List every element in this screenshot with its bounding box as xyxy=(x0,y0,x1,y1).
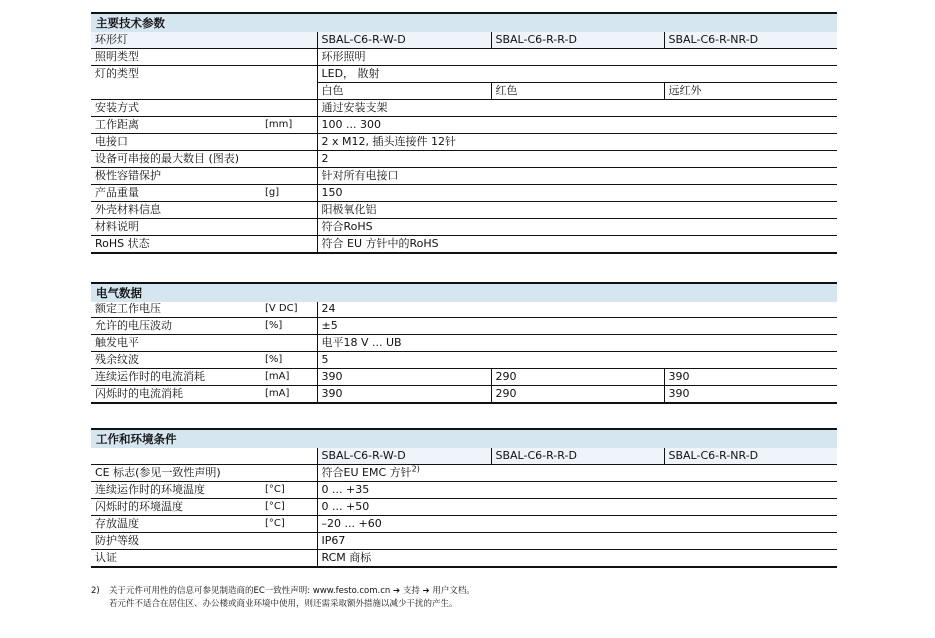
conditions-table xyxy=(91,448,837,568)
row-unit: [°C] xyxy=(265,482,317,499)
row-value: –20 ... +60 xyxy=(317,516,837,533)
section-title: 主要技术参数 xyxy=(91,12,837,32)
row-value: LED， 散射 xyxy=(317,66,837,83)
footnote xyxy=(91,585,475,611)
section-title-text: 电气数据 xyxy=(96,286,142,300)
row-label: 材料说明 xyxy=(91,219,317,236)
cell-model-1: 390 xyxy=(317,369,491,386)
row-label: 安装方式 xyxy=(91,100,317,117)
row-label: 照明类型 xyxy=(91,49,317,66)
cell-model-2: 红色 xyxy=(491,83,664,100)
row-label: 额定工作电压 xyxy=(91,301,265,318)
section-main-specs xyxy=(91,12,837,254)
table-row xyxy=(91,482,837,499)
row-unit: [mA] xyxy=(265,369,317,386)
table-row xyxy=(91,151,837,168)
cell-model-1: 白色 xyxy=(317,83,491,100)
row-unit: [°C] xyxy=(265,516,317,533)
row-unit: [mA] xyxy=(265,386,317,404)
row-value: 环形照明 xyxy=(317,49,837,66)
row-value: 0 ... +50 xyxy=(317,499,837,516)
cell-model-2: 290 xyxy=(491,386,664,404)
footnote-ref: 2) xyxy=(411,464,420,474)
row-value: 符合 EU 方针中的RoHS xyxy=(317,236,837,254)
table-row xyxy=(91,533,837,550)
cell-model-3: 390 xyxy=(664,369,837,386)
row-value: RCM 商标 xyxy=(317,550,837,568)
cell-model-3: 远红外 xyxy=(664,83,837,100)
row-label: 闪烁时的电流消耗 xyxy=(91,386,265,404)
row-value: 通过安装支架 xyxy=(317,100,837,117)
table-row xyxy=(91,352,837,369)
row-label: 连续运作时的环境温度 xyxy=(91,482,265,499)
row-unit: [g] xyxy=(265,185,317,202)
table-row xyxy=(91,236,837,254)
row-label: 电接口 xyxy=(91,134,317,151)
table-row xyxy=(91,202,837,219)
footnote-line-2: 若元件不适合在居住区、办公楼或商业环境中使用，则还需采取额外措施以减少干扰的产生。 xyxy=(109,599,458,609)
row-label: RoHS 状态 xyxy=(91,236,317,254)
row-label: 产品重量 xyxy=(91,185,265,202)
row-value: IP67 xyxy=(317,533,837,550)
table-row xyxy=(91,499,837,516)
header-model-2: SBAL-C6-R-R-D xyxy=(491,32,664,49)
row-label: CE 标志(参见一致性声明) xyxy=(91,465,317,482)
table-row xyxy=(91,134,837,151)
row-value: 2 xyxy=(317,151,837,168)
table-row xyxy=(91,83,837,100)
header-model-3: SBAL-C6-R-NR-D xyxy=(664,448,837,465)
row-value: 针对所有电接口 xyxy=(317,168,837,185)
row-label: 闪烁时的环境温度 xyxy=(91,499,265,516)
row-value: 150 xyxy=(317,185,837,202)
table-row xyxy=(91,117,837,134)
table-row xyxy=(91,49,837,66)
row-value: 阳极氧化铝 xyxy=(317,202,837,219)
row-value: 2 x M12, 插头连接件 12针 xyxy=(317,134,837,151)
section-title: 工作和环境条件 xyxy=(91,428,837,448)
row-label: 极性容错保护 xyxy=(91,168,317,185)
row-value xyxy=(317,465,837,482)
section-electrical-data xyxy=(91,282,837,404)
row-value: 0 ... +35 xyxy=(317,482,837,499)
row-label: 灯的类型 xyxy=(95,67,139,81)
row-label: 存放温度 xyxy=(91,516,265,533)
row-label: 设备可串接的最大数目 (图表) xyxy=(91,151,317,168)
row-value: ±5 xyxy=(317,318,837,335)
table-row xyxy=(91,516,837,533)
header-spacer xyxy=(91,448,317,465)
table-row xyxy=(91,185,837,202)
electrical-table xyxy=(91,284,837,404)
specs-table xyxy=(91,32,837,254)
table-header-row xyxy=(91,448,837,465)
footnote-line-1: 关于元件可用性的信息可参见制造商的EC一致性声明: www.festo.com.cn ➔ 支持 ➔ 用户文档。 xyxy=(109,586,475,596)
table-row xyxy=(91,369,837,386)
cell-model-1: 390 xyxy=(317,386,491,404)
table-row xyxy=(91,301,837,318)
row-label: 连续运作时的电流消耗 xyxy=(91,369,265,386)
header-label: 环形灯 xyxy=(91,32,317,49)
table-row xyxy=(91,386,837,404)
header-model-1: SBAL-C6-R-W-D xyxy=(317,448,491,465)
row-label: 认证 xyxy=(91,550,317,568)
row-value-text: 符合EU EMC 方针 xyxy=(321,466,412,479)
row-label: 外壳材料信息 xyxy=(91,202,317,219)
row-label: 工作距离 xyxy=(91,117,265,134)
table-row xyxy=(91,318,837,335)
row-unit: [°C] xyxy=(265,499,317,516)
table-row xyxy=(91,335,837,352)
row-unit: [%] xyxy=(265,318,317,335)
cell-model-3: 390 xyxy=(664,386,837,404)
table-header-row xyxy=(91,32,837,49)
footnote-number: 2) xyxy=(91,586,100,596)
header-model-1: SBAL-C6-R-W-D xyxy=(317,32,491,49)
header-model-2: SBAL-C6-R-R-D xyxy=(491,448,664,465)
table-row xyxy=(91,66,837,83)
row-unit: [V DC] xyxy=(265,301,317,318)
table-row xyxy=(91,168,837,185)
section-operating-conditions xyxy=(91,428,837,568)
row-value: 符合RoHS xyxy=(317,219,837,236)
row-unit: [mm] xyxy=(265,117,317,134)
table-row xyxy=(91,465,837,482)
row-value: 24 xyxy=(317,301,837,318)
row-label: 触发电平 xyxy=(91,335,317,352)
row-value: 电平18 V ... UB xyxy=(317,335,837,352)
section-title xyxy=(91,282,837,302)
row-label: 残余纹波 xyxy=(91,352,265,369)
header-model-3: SBAL-C6-R-NR-D xyxy=(664,32,837,49)
row-value: 100 ... 300 xyxy=(317,117,837,134)
row-value: 5 xyxy=(317,352,837,369)
row-label: 防护等级 xyxy=(91,533,317,550)
row-label-empty xyxy=(91,83,317,100)
cell-model-2: 290 xyxy=(491,369,664,386)
table-row xyxy=(91,219,837,236)
table-row xyxy=(91,550,837,568)
table-row xyxy=(91,100,837,117)
row-unit: [%] xyxy=(265,352,317,369)
row-label: 允许的电压波动 xyxy=(91,318,265,335)
